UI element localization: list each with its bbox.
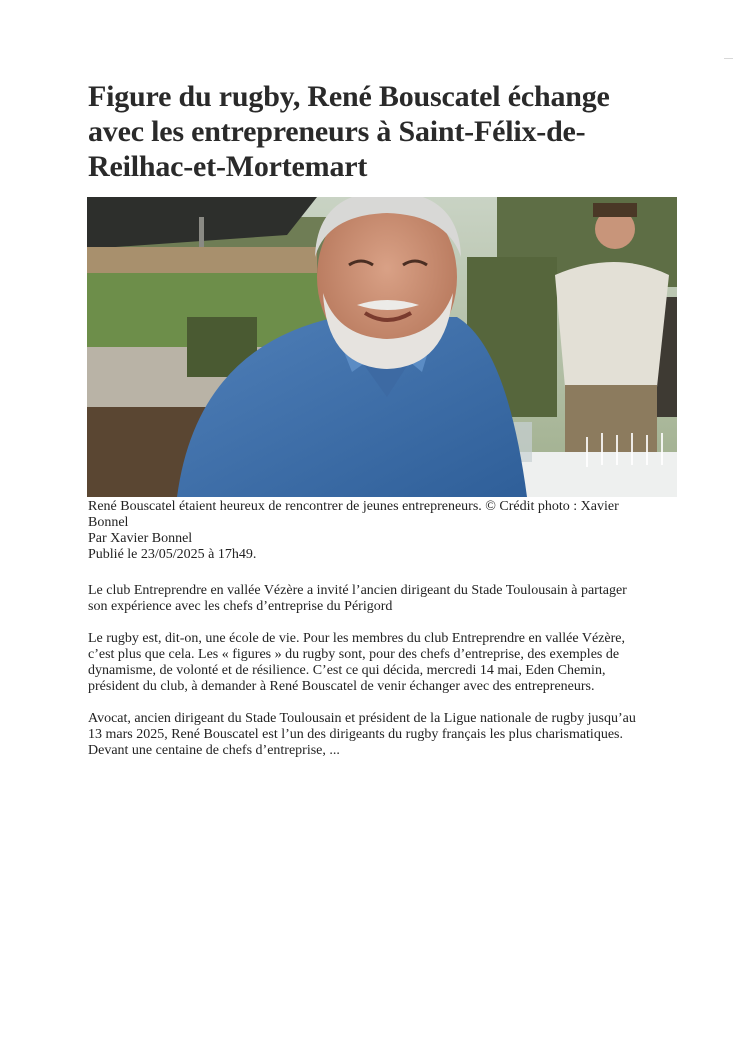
article-lead: Le club Entreprendre en vallée Vézère a invité l’ancien dirigeant du Stade Toulousain à partager son expérience avec les chefs d’entreprise du Périgord xyxy=(88,583,627,614)
article-title: Figure du rugby, René Bouscatel échange avec les entrepreneurs à Saint-Félix-de-Reilhac-et-Mortemart xyxy=(88,80,610,183)
article-paragraph: Avocat, ancien dirigeant du Stade Toulousain et président de la Ligue nationale de rugby jusqu’au 13 mars 2025, René Bouscatel est l’un des dirigeants du rugby français les plus charismatiques. Devant une centaine de chefs d’entreprise, ... xyxy=(88,711,636,758)
article-paragraph: Le rugby est, dit-on, une école de vie. Pour les membres du club Entreprendre en vallée Vézère, c’est plus que cela. Les « figures » du rugby sont, pour des chefs d’entreprise, des exemples de dynamisme, de volonté et de résilience. C’est ce qui décida, mercredi 14 mai, Eden Chemin, président du club, à demander à René Bouscatel de venir échanger avec des entrepreneurs. xyxy=(88,631,625,694)
article-photo xyxy=(87,197,677,497)
photo-caption-block xyxy=(88,499,648,563)
scan-mark xyxy=(724,58,733,59)
photo-caption: René Bouscatel étaient heureux de rencontrer de jeunes entrepreneurs. © Crédit photo : Xavier Bonnel xyxy=(88,499,619,530)
article-body xyxy=(88,583,648,775)
publication-date: Publié le 23/05/2025 à 17h49. xyxy=(88,547,257,562)
byline: Par Xavier Bonnel xyxy=(88,531,193,546)
